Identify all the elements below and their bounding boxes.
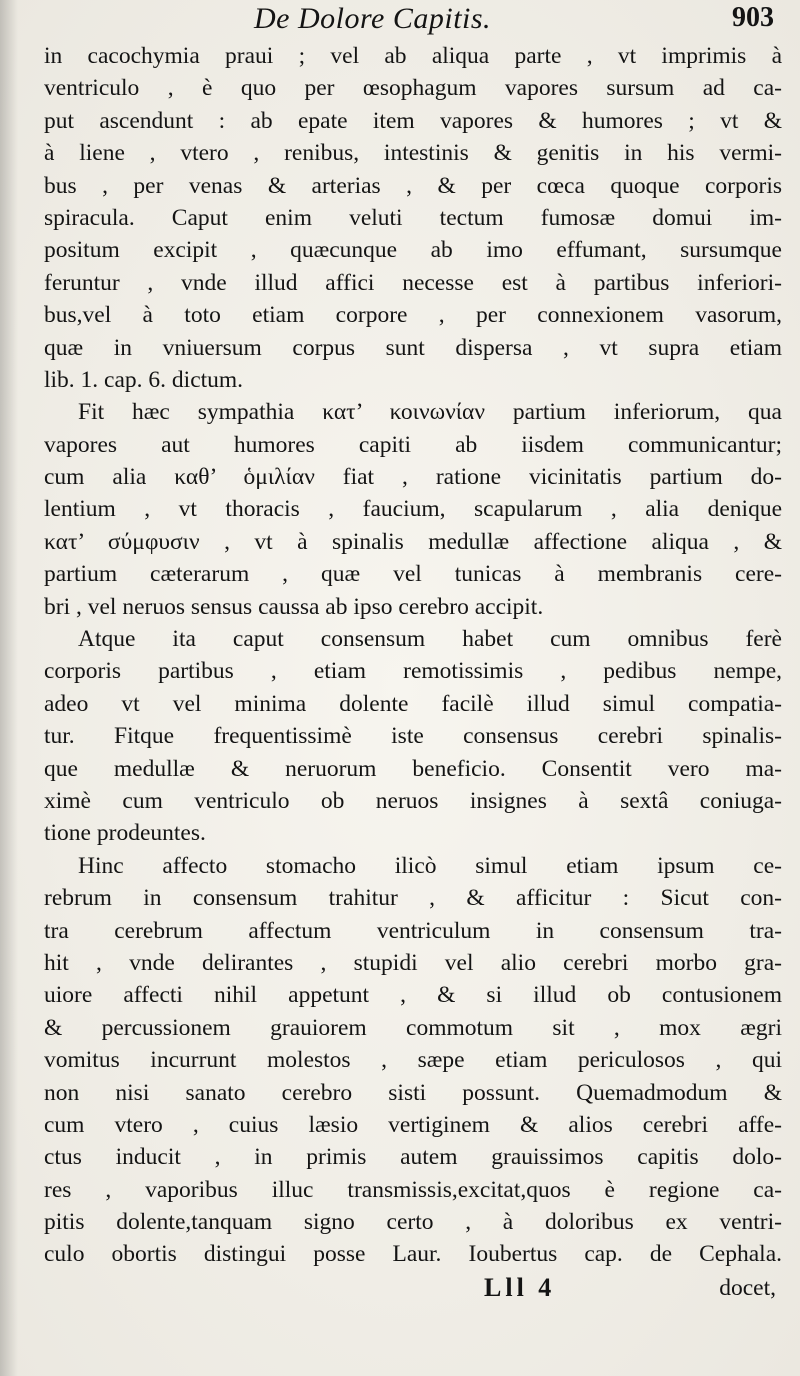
text-line: rebrum in consensum trahitur , & afficitur : Sicut con- [44,885,782,912]
paragraph-3 [44,623,782,850]
text-line: ximè cum ventriculo ob neruos insignes à sextâ coniuga- [44,787,782,814]
text-line: à liene , vtero , renibus, intestinis & genitis in his vermi- [44,140,782,167]
text-line: res , vaporibus illuc transmissis,excitat,quos è regione ca- [44,1176,782,1203]
text-line: lentium , vt thoracis , faucium, scapularum , alia denique [44,496,782,523]
text-line: bus,vel à toto etiam corpore , per connexionem vasorum, [44,302,782,329]
text-line: feruntur , vnde illud affici necesse est à partibus inferiori- [44,269,782,296]
text-line: non nisi sanato cerebro sisti possunt. Quemadmodum & [44,1079,782,1106]
running-head [44,0,782,40]
text-line: vomitus incurrunt molestos , sæpe etiam periculosos , qui [44,1047,782,1074]
paragraph-1 [44,40,782,396]
text-line: positum excipit , quæcunque ab imo effumant, sursumque [44,237,782,264]
spine-shadow [0,0,18,1376]
text-line: κατ’ σύμφυσιν , vt à spinalis medullæ affectione aliqua , & [44,528,782,555]
text-line: bri , vel neruos sensus caussa ab ipso cerebro accipit. [44,593,544,620]
text-line: corporis partibus , etiam remotissimis , pedibus nempe, [44,658,782,685]
paragraph-2 [44,396,782,623]
text-line: ventriculo , è quo per œsophagum vapores sursum ad ca- [44,75,782,102]
text-line: culo obortis distingui posse Laur. Ioubertus cap. de Cephala. [44,1241,782,1268]
text-line: uiore affecti nihil appetunt , & si illud ob contusionem [44,982,782,1009]
text-line: cum vtero , cuius læsio vertiginem & alios cerebri affe- [44,1111,782,1138]
text-line: & percussionem grauiorem commotum sit , mox ægri [44,1014,782,1041]
text-line: lib. 1. cap. 6. dictum. [44,366,244,393]
text-line: pitis dolente,tanquam signo certo , à doloribus ex ventri- [44,1209,782,1236]
signature-mark: Lll 4 [484,1272,556,1302]
page-number: 903 [732,2,774,33]
text-line: tione prodeuntes. [44,820,206,847]
text-line: partium cæterarum , quæ vel tunicas à membranis cere- [44,561,782,588]
text-line: bus , per venas & arterias , & per cœca quoque corporis [44,172,782,199]
text-line: put ascendunt : ab epate item vapores & humores ; vt & [44,107,782,134]
body-text [44,40,782,1271]
text-line: Hinc affecto stomacho ilicò simul etiam ipsum ce- [78,852,782,879]
text-line: ctus inducit , in primis autem grauissimos capitis dolo- [44,1144,782,1171]
text-line: in cacochymia praui ; vel ab aliqua parte , vt imprimis à [44,43,782,69]
text-line: adeo vt vel minima dolente facilè illud simul compatia- [44,690,782,717]
text-line: quæ in vniuersum corpus sunt dispersa , vt supra etiam [44,334,782,361]
text-line: spiracula. Caput enim veluti tectum fumosæ domui im- [44,204,782,231]
text-line: cum alia καθ’ ὁμιλίαν fiat , ratione vicinitatis partium do- [44,464,782,491]
text-line: tur. Fitque frequentissimè iste consensus cerebri spinalis- [44,723,782,750]
text-line: Atque ita caput consensum habet cum omnibus ferè [78,626,782,653]
page-footer [44,1273,782,1313]
text-line: tra cerebrum affectum ventriculum in consensum tra- [44,917,782,944]
text-line: Fit hæc sympathia κατ’ κοινωνίαν partium inferiorum, qua [78,399,782,426]
running-title: De Dolore Capitis. [254,2,492,35]
text-line: que medullæ & neruorum beneficio. Consentit vero ma- [44,755,782,782]
paragraph-4 [44,850,782,1271]
text-line: vapores aut humores capiti ab iisdem communicantur; [44,431,782,458]
text-line: hit , vnde delirantes , stupidi vel alio cerebri morbo gra- [44,949,782,976]
catchword: docet, [719,1274,776,1301]
